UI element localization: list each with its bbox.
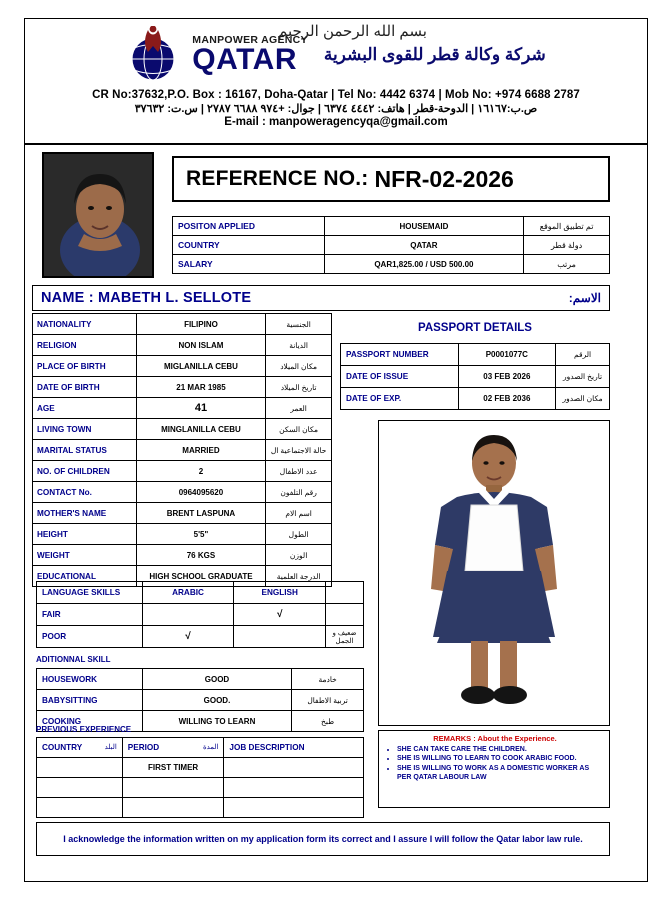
date-of-exp-arabic: مكان الصدور (556, 388, 610, 410)
table-row (37, 758, 364, 778)
contact-line-ar: ص.ب:١٦١٦٧ | الدوحة-قطر | هاتف: ٤٤٤٢ ٦٣٧٤ | جوال: +٩٧٤ ٦٦٨٨ ٢٧٨٧ | س.ت: ٣٧٦٣٢ (134, 103, 538, 115)
table-row (173, 217, 610, 236)
language-fair-arabic-mark (142, 604, 234, 626)
marital-status-arabic: حالة الاجتماعية ال (266, 440, 332, 461)
date-of-exp-label: DATE OF EXP. (341, 388, 459, 410)
age-arabic: العمر (266, 398, 332, 419)
weight-arabic: الوزن (266, 545, 332, 566)
language-arabic-column: ARABIC (142, 582, 234, 604)
contact-value: 0964095620 (136, 482, 265, 503)
globe-logo-icon (126, 26, 184, 84)
mothers-name-arabic: اسم الام (266, 503, 332, 524)
table-header-row (37, 738, 364, 758)
nationality-label: NATIONALITY (33, 314, 137, 335)
date-of-issue-label: DATE OF ISSUE (341, 366, 459, 388)
additional-skill-table (36, 668, 364, 732)
children-label: NO. OF CHILDREN (33, 461, 137, 482)
position-applied-arabic: تم تطبيق الموقع (524, 217, 610, 236)
table-row (33, 398, 332, 419)
salary-arabic: مرتب (524, 255, 610, 274)
position-applied-label: POSITON APPLIED (173, 217, 325, 236)
passport-details-table (340, 343, 610, 410)
weight-value: 76 KGS (136, 545, 265, 566)
experience-job-2 (224, 778, 364, 798)
table-row (33, 524, 332, 545)
position-applied-table (172, 216, 610, 274)
experience-job-1 (224, 758, 364, 778)
brand-line2: QATAR (192, 42, 297, 76)
nationality-arabic: الجنسية (266, 314, 332, 335)
brand-text (192, 35, 308, 75)
experience-country-3 (37, 798, 123, 818)
experience-period-2 (122, 778, 224, 798)
mothers-name-label: MOTHER'S NAME (33, 503, 137, 524)
cooking-value: WILLING TO LEARN (142, 711, 291, 732)
date-of-birth-arabic: تاريخ الميلاد (266, 377, 332, 398)
table-row (341, 344, 610, 366)
housework-value: GOOD (142, 669, 291, 690)
period-column-label: PERIOD (127, 743, 160, 752)
language-header-arabic (326, 582, 364, 604)
table-row (33, 503, 332, 524)
position-applied-value: HOUSEMAID (324, 217, 524, 236)
educational-label: EDUCATIONAL (33, 566, 137, 587)
date-of-birth-label: DATE OF BIRTH (33, 377, 137, 398)
previous-experience-title: PREVIOUS EXPERIENCE (36, 725, 132, 734)
remarks-title: REMARKS : About the Experience. (433, 734, 557, 743)
educational-arabic: الدرجة العلمية (266, 566, 332, 587)
passport-number-value: P0001077C (458, 344, 556, 366)
table-row (341, 388, 610, 410)
experience-country-1 (37, 758, 123, 778)
language-poor-arabic: ضعيف و الجمل (326, 626, 364, 648)
table-row (37, 604, 364, 626)
cooking-label: COOKING (37, 711, 143, 732)
period-column-header (122, 738, 224, 758)
applicant-name-box (32, 285, 610, 311)
acknowledgment-box (36, 822, 610, 856)
applicant-name-arabic: الاسم: (568, 291, 601, 305)
height-arabic: الطول (266, 524, 332, 545)
country-column-arabic: البلد (104, 744, 117, 751)
country-arabic: دولة قطر (524, 236, 610, 255)
experience-period-3 (122, 798, 224, 818)
email-line: E-mail : manpoweragencyqa@gmail.com (224, 116, 448, 128)
table-row (37, 690, 364, 711)
contact-line-en: CR No:37632,P.O. Box : 16167, Doha-Qatar | Tel No: 4442 6374 | Mob No: +974 6688 2787 (92, 89, 580, 101)
country-column-label: COUNTRY (42, 743, 83, 752)
bismillah-text: بسم الله الرحمن الرحيم (278, 23, 427, 40)
living-town-label: LIVING TOWN (33, 419, 137, 440)
babysitting-label: BABYSITTING (37, 690, 143, 711)
brand-arabic: شركة وكالة قطر للقوى البشرية (323, 45, 546, 64)
mothers-name-value: BRENT LASPUNA (136, 503, 265, 524)
previous-experience-table (36, 737, 364, 818)
table-row (173, 236, 610, 255)
educational-value: HIGH SCHOOL GRADUATE (136, 566, 265, 587)
marital-status-value: MARRIED (136, 440, 265, 461)
remarks-list (385, 745, 605, 783)
housework-arabic: خادمة (292, 669, 364, 690)
additional-skill-title: ADITIONNAL SKILL (36, 655, 111, 664)
passport-details-title: PASSPORT DETAILS (418, 322, 532, 334)
table-row (173, 255, 610, 274)
date-of-birth-value: 21 MAR 1985 (136, 377, 265, 398)
language-fair-arabic (326, 604, 364, 626)
language-fair-english-mark: √ (234, 604, 326, 626)
language-poor-english-mark (234, 626, 326, 648)
experience-period-1: FIRST TIMER (122, 758, 224, 778)
job-description-column-header: JOB DESCRIPTION (224, 738, 364, 758)
language-poor-arabic-mark: √ (142, 626, 234, 648)
age-label: AGE (33, 398, 137, 419)
table-row (33, 461, 332, 482)
table-row (37, 582, 364, 604)
table-row (33, 419, 332, 440)
children-value: 2 (136, 461, 265, 482)
applicant-full-body-photo (378, 420, 610, 726)
language-poor-label: POOR (37, 626, 143, 648)
cooking-arabic: طبخ (292, 711, 364, 732)
salary-label: SALARY (173, 255, 325, 274)
reference-number-box (172, 156, 610, 202)
living-town-value: MINGLANILLA CEBU (136, 419, 265, 440)
table-row (33, 440, 332, 461)
remarks-box (378, 730, 610, 808)
place-of-birth-value: MIGLANILLA CEBU (136, 356, 265, 377)
applicant-passport-photo (42, 152, 154, 278)
passport-number-label: PASSPORT NUMBER (341, 344, 459, 366)
contact-label: CONTACT No. (33, 482, 137, 503)
religion-value: NON ISLAM (136, 335, 265, 356)
table-row (33, 356, 332, 377)
place-of-birth-label: PLACE OF BIRTH (33, 356, 137, 377)
religion-label: RELIGION (33, 335, 137, 356)
brand-line1: MANPOWER AGENCY (192, 34, 308, 47)
weight-label: WEIGHT (33, 545, 137, 566)
language-skills-label: LANGUAGE SKILLS (37, 582, 143, 604)
table-row (341, 366, 610, 388)
date-of-issue-arabic: تاريخ الصدور (556, 366, 610, 388)
experience-job-3 (224, 798, 364, 818)
age-value: 41 (136, 398, 265, 419)
living-town-arabic: مكان السكن (266, 419, 332, 440)
table-row (37, 669, 364, 690)
personal-details-table (32, 313, 332, 587)
babysitting-arabic: تربية الاطفال (292, 690, 364, 711)
table-row (37, 778, 364, 798)
height-label: HEIGHT (33, 524, 137, 545)
reference-label: REFERENCE NO.: (186, 167, 369, 190)
table-row (33, 482, 332, 503)
babysitting-value: GOOD. (142, 690, 291, 711)
passport-number-arabic: الرقم (556, 344, 610, 366)
experience-country-2 (37, 778, 123, 798)
table-row (33, 545, 332, 566)
religion-arabic: الديانة (266, 335, 332, 356)
table-row (33, 314, 332, 335)
period-column-arabic: المدة (202, 744, 219, 751)
housework-label: HOUSEWORK (37, 669, 143, 690)
applicant-name: NAME : MABETH L. SELLOTE (41, 290, 252, 306)
country-column-header (37, 738, 123, 758)
language-skills-table (36, 581, 364, 648)
date-of-exp-value: 02 FEB 2036 (458, 388, 556, 410)
country-value: QATAR (324, 236, 524, 255)
children-arabic: عدد الاطفال (266, 461, 332, 482)
reference-value: NFR-02-2026 (374, 165, 514, 192)
remark-item: • SHE IS WILLING TO LEARN TO COOK ARABIC FOOD. (397, 754, 605, 763)
table-row (33, 377, 332, 398)
marital-status-label: MARITAL STATUS (33, 440, 137, 461)
date-of-issue-value: 03 FEB 2026 (458, 366, 556, 388)
contact-arabic: رقم التلفون (266, 482, 332, 503)
remark-item: • SHE IS WILLING TO WORK AS A DOMESTIC WORKER AS PER QATAR LABOUR LAW (397, 764, 605, 783)
language-english-column: ENGLISH (234, 582, 326, 604)
salary-value: QAR1,825.00 / USD 500.00 (324, 255, 524, 274)
remark-item: • SHE CAN TAKE CARE THE CHILDREN. (397, 745, 605, 754)
table-row (37, 798, 364, 818)
table-row (37, 626, 364, 648)
nationality-value: FILIPINO (136, 314, 265, 335)
place-of-birth-arabic: مكان الميلاد (266, 356, 332, 377)
header-divider (24, 143, 648, 145)
acknowledgment-text: I acknowledge the information written on my application form its correct and I assure I will follow the Qatar labor law rule. (63, 833, 583, 844)
document-header (32, 23, 640, 128)
language-fair-label: FAIR (37, 604, 143, 626)
height-value: 5'5" (136, 524, 265, 545)
table-row (33, 335, 332, 356)
country-label: COUNTRY (173, 236, 325, 255)
